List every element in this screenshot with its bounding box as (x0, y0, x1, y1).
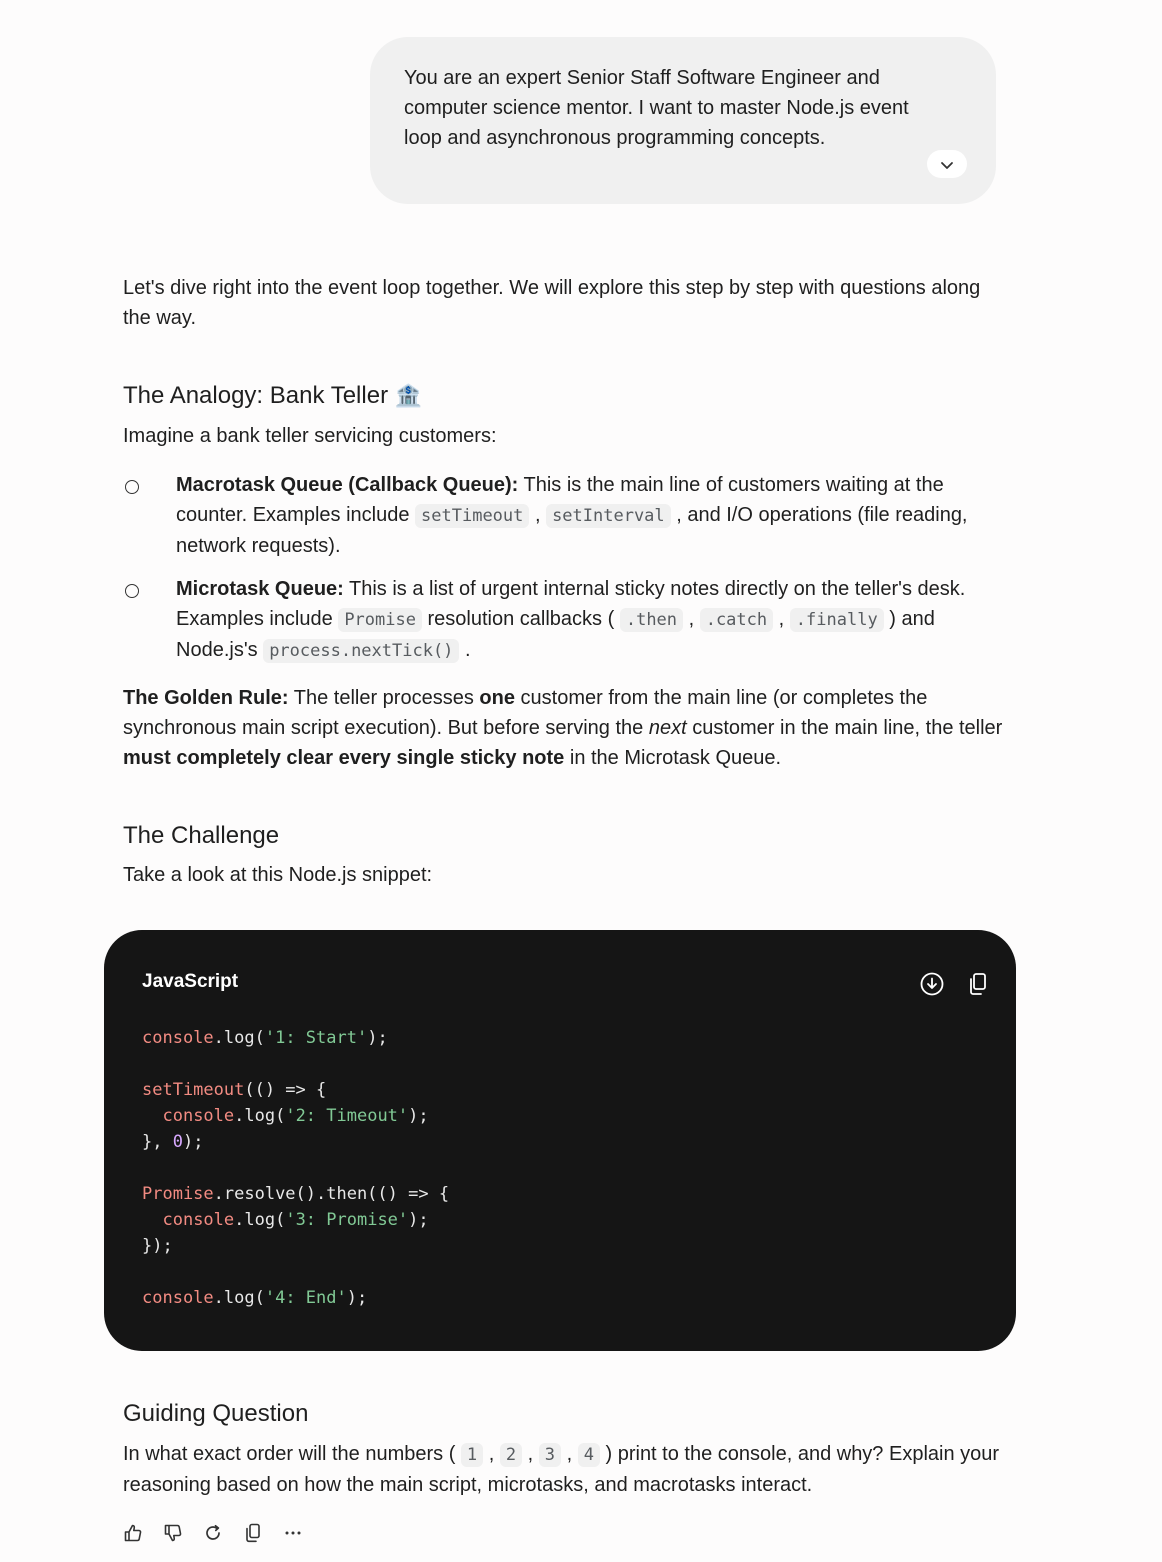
bullet-text: , (683, 608, 700, 630)
copy-icon[interactable] (242, 1520, 264, 1546)
code-content (142, 1025, 449, 1311)
inline-code: .finally (790, 608, 884, 632)
inline-code: setInterval (546, 504, 671, 528)
code-line (142, 1103, 449, 1129)
more-icon[interactable] (282, 1520, 304, 1546)
code-line (142, 1233, 449, 1259)
code-block (104, 930, 1016, 1351)
code-token: console (162, 1106, 235, 1126)
user-message-bubble (370, 37, 996, 204)
code-token: .log( (213, 1288, 265, 1308)
code-token: Promise (142, 1184, 214, 1204)
code-token: '4: End' (264, 1288, 347, 1308)
code-line (142, 1155, 449, 1181)
bullet-text: This is a list of urgent internal sticky notes directly on the teller's desk. Examples include (176, 578, 966, 630)
bullet-marker (125, 584, 139, 598)
guiding-text: , (561, 1443, 578, 1465)
bullet-title: Microtask Queue: (176, 578, 344, 600)
golden-rule-label: The Golden Rule: (123, 687, 289, 709)
code-token: .log( (213, 1028, 265, 1048)
code-token: }, (142, 1132, 173, 1152)
bullet-text: , (529, 504, 547, 526)
code-line (142, 1285, 449, 1311)
code-token: .resolve().then(() => { (213, 1184, 450, 1204)
code-token: console (142, 1288, 214, 1308)
analogy-heading (123, 380, 1003, 413)
code-token: ); (408, 1106, 429, 1126)
challenge-heading: The Challenge (123, 822, 280, 849)
code-line (142, 1129, 449, 1155)
download-icon[interactable] (918, 970, 946, 998)
inline-code: 2 (500, 1443, 522, 1467)
bullet-text: , (773, 608, 790, 630)
code-line (142, 1181, 449, 1207)
bullet-text: resolution callbacks ( (421, 608, 620, 630)
analogy-intro: Imagine a bank teller servicing customers: (123, 425, 497, 447)
code-line (142, 1025, 449, 1051)
code-token: console (142, 1028, 214, 1048)
inline-code: .then (620, 608, 683, 632)
guiding-text: , (483, 1443, 500, 1465)
bullet-text: . (459, 639, 471, 661)
guiding-text: ) print to the console, and why? Explain your reasoning based on how the main script, microtasks, and macrotasks interact. (123, 1443, 1000, 1496)
bullet-text: , and I/O operations (file reading, network requests). (176, 504, 968, 557)
thumbs-down-icon[interactable] (162, 1520, 184, 1546)
code-line (142, 1259, 449, 1285)
code-token: ); (408, 1210, 429, 1230)
golden-rule-text: in the Microtask Queue. (564, 747, 782, 769)
code-language-label: JavaScript (142, 971, 239, 992)
bullet-text: ) and Node.js's (176, 608, 935, 661)
code-line (142, 1077, 449, 1103)
bank-emoji-icon: 🏦 (394, 384, 423, 409)
thumbs-up-icon[interactable] (122, 1520, 144, 1546)
code-token: ); (346, 1288, 368, 1308)
code-token: .log( (234, 1210, 286, 1230)
code-token: ); (182, 1132, 204, 1152)
golden-rule (123, 683, 1003, 773)
code-token: '1: Start' (264, 1028, 368, 1048)
code-token: .log( (234, 1106, 286, 1126)
inline-code: process.nextTick() (263, 639, 459, 663)
inline-code: Promise (338, 608, 422, 632)
bullet-microtask (176, 574, 1006, 666)
code-token: setTimeout (142, 1080, 245, 1100)
inline-code: 3 (539, 1443, 561, 1467)
golden-rule-bold: one (479, 687, 515, 709)
code-token: }); (142, 1236, 173, 1256)
code-line (142, 1207, 449, 1233)
inline-code: setTimeout (415, 504, 529, 528)
golden-rule-text: The teller processes (288, 687, 480, 709)
bullet-macrotask (176, 470, 1006, 561)
inline-code: .catch (700, 608, 773, 632)
guiding-text: , (522, 1443, 539, 1465)
expand-message-button[interactable] (927, 150, 967, 178)
golden-rule-text: customer in the main line, the teller (686, 717, 1003, 739)
challenge-intro: Take a look at this Node.js snippet: (123, 864, 433, 886)
code-token: '3: Promise' (285, 1210, 409, 1230)
response-actions (122, 1520, 304, 1546)
analogy-heading-text: The Analogy: Bank Teller (123, 382, 389, 409)
bullet-title: Macrotask Queue (Callback Queue): (176, 474, 519, 496)
user-message-text: You are an expert Senior Staff Software Engineer and computer science mentor. I want to master Node.js event loop and asynchronous programming concepts. (404, 67, 909, 149)
regenerate-icon[interactable] (202, 1520, 224, 1546)
code-token: (() => { (244, 1080, 327, 1100)
bullet-marker (125, 480, 139, 494)
code-token: ); (367, 1028, 388, 1048)
code-actions (918, 970, 992, 998)
code-token: console (162, 1210, 235, 1230)
inline-code: 1 (461, 1443, 483, 1467)
copy-icon[interactable] (964, 970, 992, 998)
inline-code: 4 (578, 1443, 600, 1467)
chevron-down-icon (940, 149, 954, 179)
code-token: '2: Timeout' (285, 1106, 409, 1126)
code-line (142, 1051, 449, 1077)
response-intro: Let's dive right into the event loop together. We will explore this step by step with questions along the way. (123, 277, 981, 329)
code-token: 0 (172, 1132, 183, 1152)
golden-rule-bold: must completely clear every single sticky note (123, 747, 565, 769)
guiding-text: In what exact order will the numbers ( (123, 1443, 461, 1465)
golden-rule-italic: next (648, 717, 687, 739)
bullet-text: This is the main line of customers waiting at the counter. Examples include (176, 474, 944, 526)
guiding-heading: Guiding Question (123, 1400, 309, 1427)
code-token (142, 1210, 162, 1230)
code-token (142, 1106, 162, 1126)
guiding-question (123, 1439, 1003, 1500)
golden-rule-text: customer from the main line (or completes the synchronous main script execution). But before serving the (123, 687, 928, 739)
